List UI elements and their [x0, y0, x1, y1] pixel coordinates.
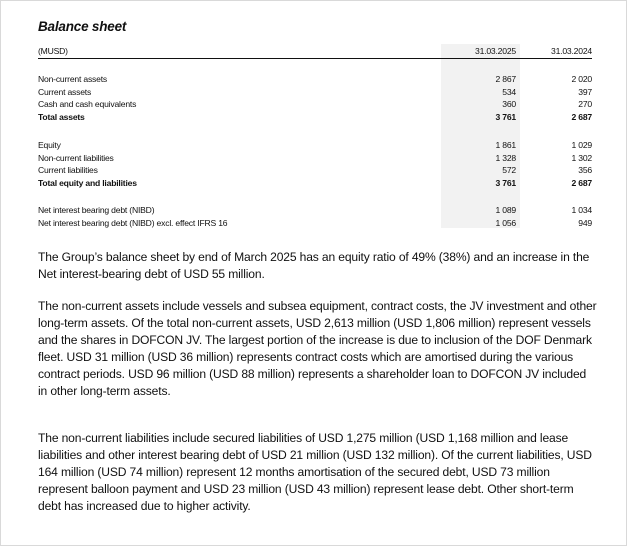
paragraph-non-current-assets: The non-current assets include vessels and subsea equipment, contract costs, the JV investment and other long-term assets. Of the total non-current assets, USD 2,613 million (USD 1,806 million) represent vessels and the shares in DOFCON JV. The largest portion of the increase is due to inclusion of the DOF Denmark fleet. USD 31 million (USD 36 million) represents contract costs which are amortised during the various contract periods. USD 96 million (USD 88 million) represents a shareholder loan to DOFCON JV included in other long-term assets.	[38, 299, 597, 398]
table-row: Current liabilities 572 356	[38, 165, 592, 175]
paragraph-equity-ratio: The Group’s balance sheet by end of March 2025 has an equity ratio of 49% (38%) and an increase in the Net interest-bearing debt of USD 55 million.	[38, 250, 590, 281]
table-row: Equity 1 861 1 029	[38, 140, 592, 150]
total-assets-row: Total assets 3 761 2 687	[38, 111, 592, 122]
balance-sheet-table	[38, 44, 592, 229]
column-header-prior: 31.03.2024	[550, 46, 592, 56]
unit-label: (MUSD)	[38, 46, 68, 56]
total-equity-liabilities-row: Total equity and liabilities 3 761 2 687	[38, 177, 592, 188]
table-row: Current assets 534 397	[38, 86, 592, 97]
table-header-row	[38, 44, 592, 59]
table-row: Net interest bearing debt (NIBD) excl. effect IFRS 16 1 056 949	[38, 217, 592, 228]
table-row: Non-current liabilities 1 328 1 302	[38, 152, 592, 163]
table-row: Non-current assets 2 867 2 020	[38, 74, 592, 84]
table-row: Cash and cash equivalents 360 270	[38, 99, 592, 109]
page-title: Balance sheet	[38, 19, 127, 34]
table-row: Net interest bearing debt (NIBD) 1 089 1 034	[38, 205, 592, 215]
paragraph-liabilities: The non-current liabilities include secured liabilities of USD 1,275 million (USD 1,168 million and lease liabilities and other interest bearing debt of USD 21 million (USD 132 million). Of the current liabilities, USD 164 million (USD 74 million) represent 12 months amortisation of the secured debt, USD 73 million represent balloon payment and USD 23 million (USD 43 million) represent lease debt. Other short-term debt has increased due to higher activity.	[38, 431, 592, 513]
column-header-current: 31.03.2025	[474, 46, 516, 56]
